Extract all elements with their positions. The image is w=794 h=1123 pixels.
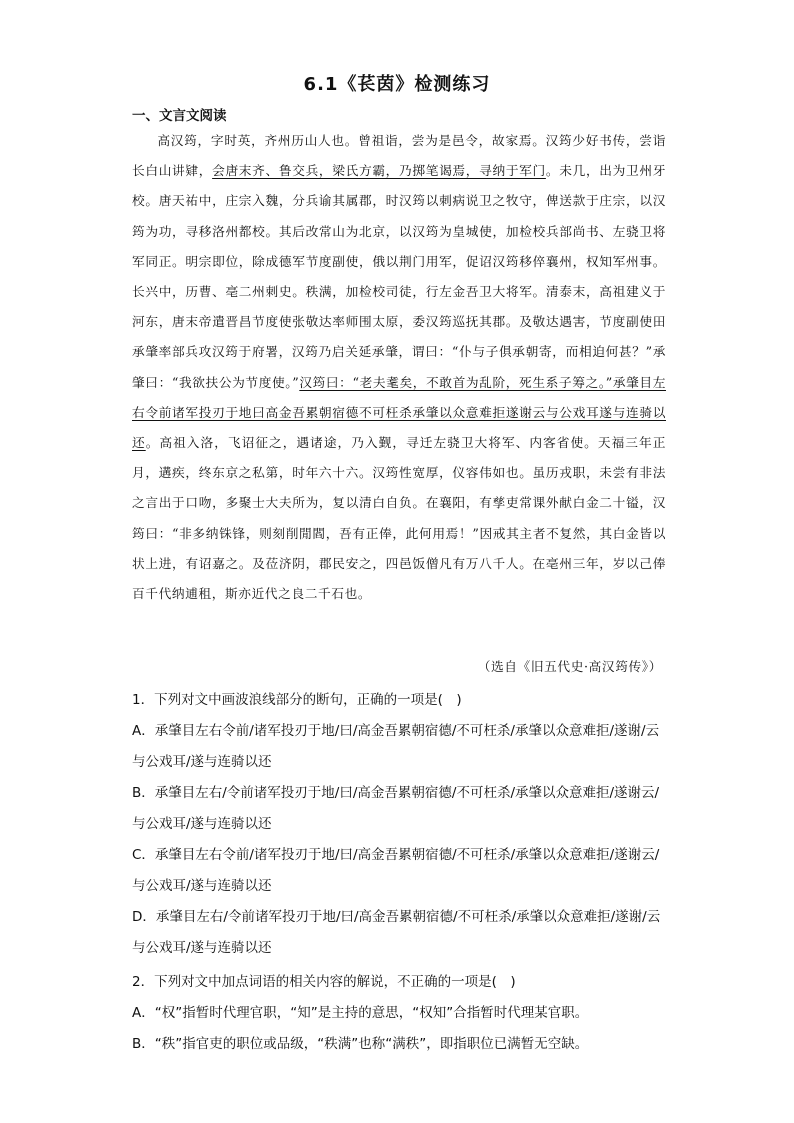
question-stem: 2．下列对文中加点词语的相关内容的解说，不正确的一项是( ) xyxy=(132,974,516,990)
option-a[interactable]: A．承肇目左右令前/诸军投刃于地/曰/高金吾累朝宿德/不可枉杀/承肇以众意难拒/遂谢/云与公戏耳/遂与连骑以还 xyxy=(132,723,660,770)
section-heading: 一、文言文阅读 xyxy=(132,108,227,124)
question-stem: 1．下列对文中画波浪线部分的断句，正确的一项是( ) xyxy=(132,692,462,708)
page-title: 6.1《苌茵》检测练习 xyxy=(303,74,491,95)
option-b[interactable]: B．承肇目左右/令前诸军投刃于地/曰/高金吾累朝宿德/不可枉杀/承肇以众意难拒/遂谢云/与公戏耳/遂与连骑以还 xyxy=(132,785,660,832)
option-a[interactable]: A．“权”指暂时代理官职，“知”是主持的意思，“权知”合指暂时代理某官职。 xyxy=(132,1005,589,1021)
passage-text-1: 高汉筠，字时英，齐州历山人也。曾祖诣，尝为是邑令，故家焉。汉筠少好书传，尝诣长白山讲肄， xyxy=(132,133,666,179)
option-c[interactable]: C．承肇目左右令前/诸军投刃于地/曰/高金吾累朝宿德/不可枉杀/承肇以众意难拒/遂谢云/与公戏耳/遂与连骑以还 xyxy=(132,847,660,894)
passage-text-2: 。未几，出为卫州牙校。唐天祐中，庄宗入魏，分兵谕其属郡，时汉筠以刺病说卫之牧守，俾送款于庄宗，以汉筠为功，寻移洛州都校。其后改常山为北京，以汉筠为皇城使，加检校兵部尚书、左骁卫将军同正。明宗即位，除成德军节度副使，俄以荆门用军，促诏汉筠移倅襄州，权知军州事。长兴中，历曹、亳二州刺史。秩满，加检校司徒，行左金吾卫大将军。清泰末，高祖建义于河东，唐末帝遣晋昌节度使张敬达率师围太原，委汉筠巡抚其郡。及敬达遇害，节度副使田承肇率部兵攻汉筠于府署，汉筠乃启关延承肇，谓曰：“仆与子俱承朝寄，而相迫何甚？”承肇曰：“我欲扶公为节度使。” xyxy=(132,163,666,390)
option-d[interactable]: D．承肇目左右/令前诸军投刃于地/曰/高金吾累朝宿德/不可枉杀/承肇以众意难拒/遂谢/云与公戏耳/遂与连骑以还 xyxy=(132,909,661,956)
option-b[interactable]: B．“秩”指官吏的职位或品级，“秩满”也称“满秩”，即指职位已满暂无空缺。 xyxy=(132,1036,589,1052)
wavy-underlined-sentence: 汉筠曰：“老夫耄矣，不敢首为乱阶，死生系子筹之。”承肇目左右令前诸军投刃于地曰高金吾累朝宿德不可枉杀承肇以众意难拒遂谢云与公戏耳遂与连骑以还 xyxy=(132,374,666,451)
question-1 xyxy=(132,685,672,964)
passage-text-3: 。高祖入洛，飞诏征之，遇诸途，乃入觐，寻迁左骁卫大将军、内客省使。天福三年正月，遘疾，终东京之私第，时年六十六。汉筠性宽厚，仪容伟如也。虽历戎职，未尝有非法之言出于口吻，多聚士大夫所为，复以清白自负。在襄阳，有孳吏常课外献白金二十镒，汉筠曰：“非多纳铢锋，则刻削閒閻，吾有正俸，此何用焉！”因戒其主者不复然，其白金皆以状上进，有诏嘉之。及莅济阴，郡民安之，四邑饭僧凡有万八千人。在亳州三年，岁以己俸百千代纳逋租，斯亦近代之良二千石也。 xyxy=(132,435,666,602)
underlined-sentence-1: 会唐末齐、鲁交兵，梁氏方霸，乃掷笔谒焉，寻纳于军门 xyxy=(212,163,546,179)
question-2 xyxy=(132,967,672,1060)
reading-passage xyxy=(132,126,666,609)
passage-source: （选自《旧五代史·高汉筠传》） xyxy=(477,659,662,674)
